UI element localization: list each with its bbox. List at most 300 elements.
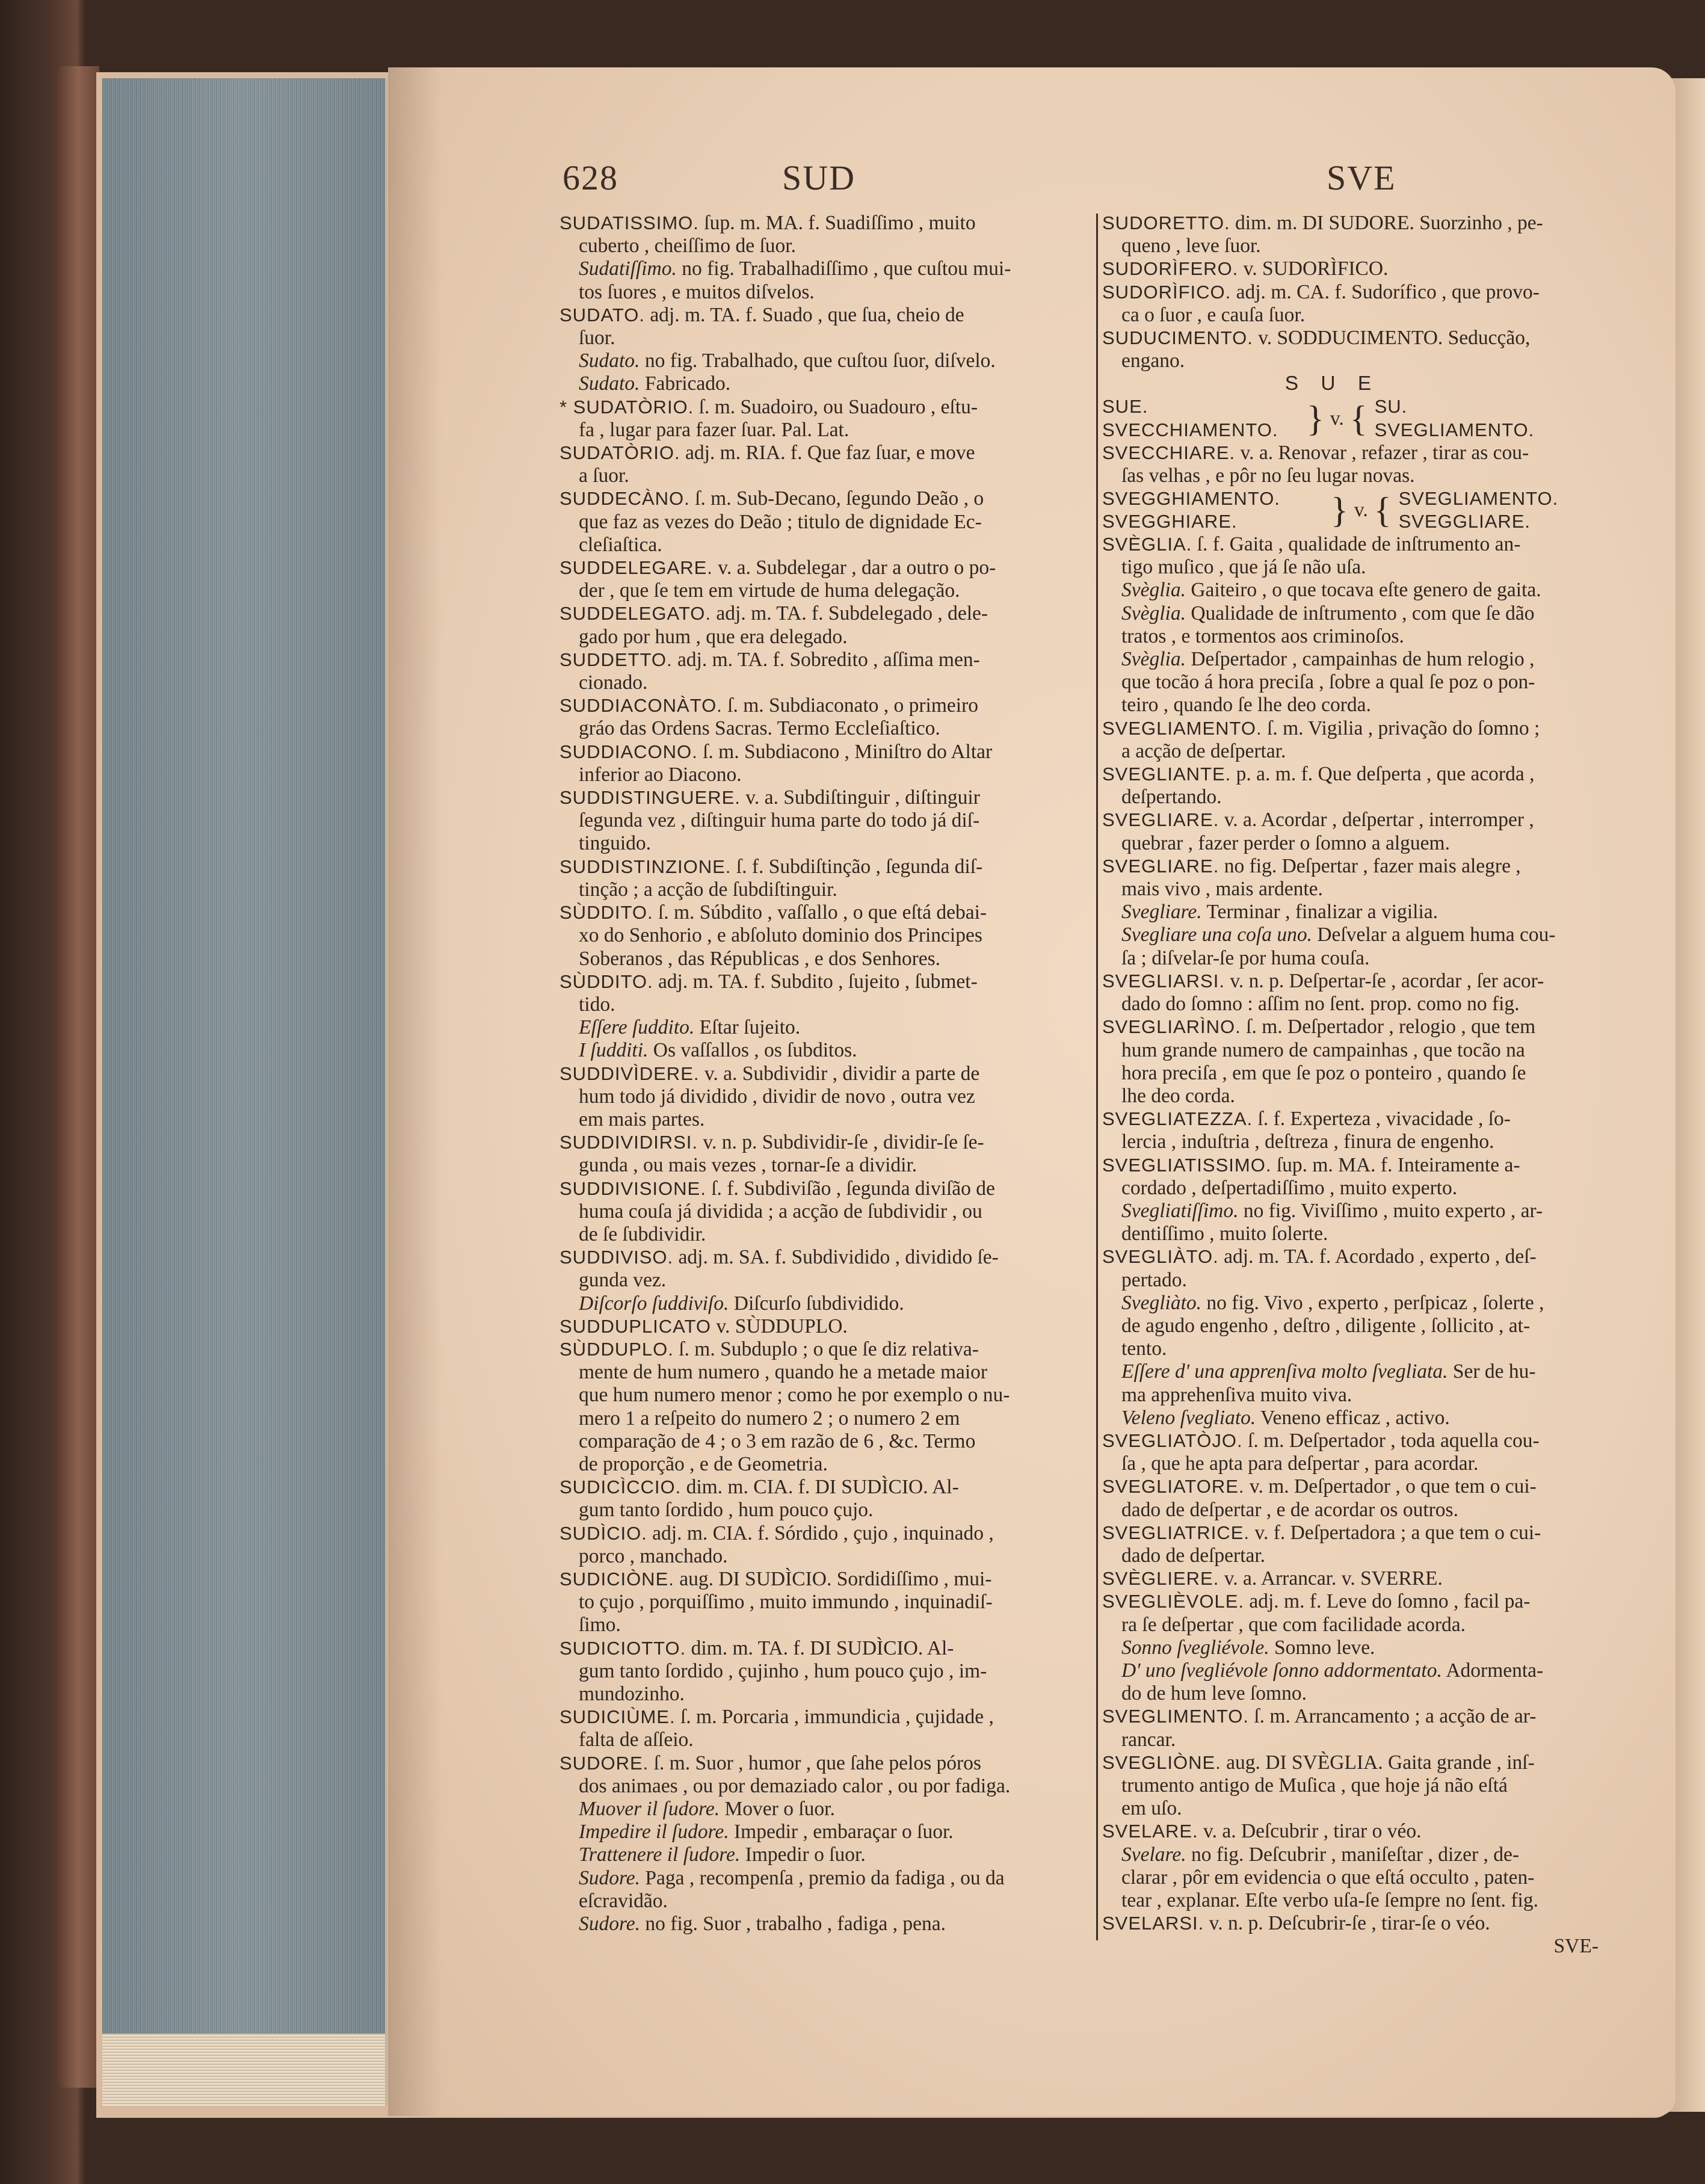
entry-text: Impedir o ſuor. [740,1843,866,1866]
entry-text: cuberto , cheiſſimo de ſuor. [579,235,796,258]
entry-continuation [560,1660,1089,1683]
entry-continuation [1102,832,1611,855]
entry-text: v. a. Renovar , refazer , tirar as cou- [1235,441,1529,464]
entry-headword: SVEGLIATÒJO. [1102,1430,1243,1451]
entry-headword: SVECCHIAMENTO. [1102,419,1278,440]
entry-line [1102,281,1611,304]
entry-text: no fig. Vivo , experto , perſpicaz , ſolerte , [1201,1291,1544,1314]
entry-headword: SUDDIVISO. [560,1247,674,1268]
entry-continuation [1102,1407,1611,1430]
entry-continuation [1102,740,1611,763]
entry-text: no fig. Deſcubrir , maniſeſtar , dizer , de- [1186,1843,1520,1866]
section-heading: S U E [1284,372,1380,395]
entry-continuation [560,763,1089,786]
entry-text: v. n. p. Deſpertar-ſe , acordar , ſer acor- [1224,969,1544,992]
entry-continuation [1102,1659,1611,1682]
entry-line [1102,1245,1611,1268]
entry-headword: SVÈGLIA. [1102,534,1192,555]
page-edges [102,78,387,2106]
entry-line [1102,1522,1611,1544]
entry-text: Os vaſſallos , os ſubditos. [648,1039,857,1062]
entry-continuation [560,235,1089,258]
entry-continuation [1102,1682,1611,1705]
entry-continuation [560,1453,1089,1476]
entry-text: em mais partes. [579,1108,705,1131]
entry-phrase: Svèglia. [1121,579,1186,602]
entry-headword: SU. [1374,396,1408,418]
entry-text: v. f. Deſpertadora ; a que tem o cui- [1250,1521,1541,1544]
entry-text: v. a. Subdelegar , dar a outro o po- [712,557,996,579]
entry-text: cionado. [579,671,648,694]
entry-text: ſ. m. Súbdito , vaſſallo , o que eſtá debai- [653,901,987,924]
entry-text: Deſvelar a alguem huma cou- [1312,924,1556,946]
entry-continuation [560,1407,1089,1430]
brace-glyph: } [1331,490,1348,531]
entry-text: v. n. p. Subdividir-ſe , dividir-ſe ſe- [698,1131,984,1154]
entry-text: Somno leve. [1269,1636,1375,1659]
entry-headword: SUDDELEGARE. [560,557,713,579]
entry-continuation [560,281,1089,304]
page-edges-bottom [102,2034,385,2106]
entry-continuation [1102,464,1611,487]
entry-line [1102,1430,1611,1452]
entry-text: cleſiaſtica. [579,533,662,556]
entry-phrase: Svegliàto. [1121,1291,1202,1314]
entry-text: dim. m. TA. f. DI SUDÌCIO. Al- [686,1636,954,1659]
entry-line [1102,212,1611,235]
entry-continuation [1102,1384,1611,1407]
entry-headword: SUDATÒRIO. [560,442,680,464]
entry-text: tigo muſico , que já ſe não uſa. [1121,556,1366,579]
entry-line [1102,1154,1611,1177]
entry-phrase: Muover il ſudore. [579,1798,720,1821]
entry-headword: SVEGLIARE. [1102,809,1219,831]
entry-phrase: Eſſere ſuddito. [579,1016,695,1039]
entry-headword: SVEGLIAMENTO. [1102,717,1262,739]
cross-reference-group [1102,396,1611,442]
entry-headword: SUE. [1102,396,1148,418]
right-running-head: SVE [1327,158,1396,197]
entry-text: v. a. Deſcubrir , tirar o véo. [1198,1820,1422,1843]
entry-text: que hum numero menor ; como he por exemplo o nu- [579,1384,1010,1407]
entry-continuation [560,1545,1089,1568]
entry-line [1102,533,1611,556]
entry-headword: SVEGLIAMENTO. [1398,487,1559,509]
entry-text: p. a. m. f. Que deſperta , que acorda , [1231,763,1535,786]
entry-text: porco , manchado. [579,1544,728,1567]
entry-text: tratos , e tormentos aos criminoſos. [1121,625,1404,647]
entry-text: ſ. f. Subdiſtinção , ſegunda diſ- [731,855,983,878]
entry-phrase: Svelare. [1121,1843,1186,1866]
entry-text: gum tanto ſordido , çujinho , hum pouco çujo , im- [579,1659,987,1682]
entry-text: dado de deſpertar. [1121,1544,1266,1567]
entry-text: v. a. Subdiſtinguir , diſtinguir [740,786,980,809]
entry-line [1102,970,1611,993]
entry-headword: SUDICIÒNE. [560,1568,674,1590]
entry-text: ſuor. [579,327,615,350]
entry-text: ca o ſuor , e cauſa ſuor. [1121,303,1306,326]
entry-text: Eſtar ſujeito. [694,1016,801,1039]
entry-headword: SUDDIVISIONE. [560,1177,706,1199]
entry-headword: SVEGLIAMENTO. [1374,419,1535,440]
entry-headword: SVELARE. [1102,1821,1198,1842]
entry-text: gum tanto ſordido , hum pouco çujo. [579,1499,874,1522]
entry-continuation [1102,1131,1611,1153]
entry-phrase: Sonno ſvegliévole. [1121,1636,1269,1659]
entry-line [560,1177,1089,1200]
entry-text: ſa , que he apta para deſpertar , para acordar. [1121,1452,1479,1475]
column-rule [1096,214,1098,1940]
entry-headword: SUDICIÙME. [560,1706,676,1728]
entry-text: no fig. Deſpertar , fazer mais alegre , [1219,854,1521,877]
entry-text: fa , lugar para fazer ſuar. Pal. Lat. [579,418,849,441]
entry-text: rancar. [1121,1728,1176,1751]
entry-line [560,649,1089,671]
entry-text: ſ. m. Deſpertador , toda aquella cou- [1242,1429,1540,1452]
entry-headword: SVEGGHIARE. [1102,511,1238,532]
entry-continuation [560,350,1089,372]
entry-continuation [560,1890,1089,1913]
entry-text: pertado. [1121,1268,1187,1291]
entry-continuation [1102,1085,1611,1108]
entry-text: dentiſſimo , muito ſolerte. [1121,1223,1328,1245]
entry-text: Veneno efficaz , activo. [1256,1406,1450,1429]
entry-text: de agudo engenho , deſtro , diligente , ſollicito , at- [1121,1314,1531,1337]
entry-continuation [560,1154,1089,1177]
entry-phrase: Veleno ſvegliato. [1121,1406,1256,1429]
entry-text: comparação de 4 ; o 3 em razão de 6 , &c. Termo [579,1430,976,1452]
entry-continuation [1102,1315,1611,1337]
entry-continuation [1102,1866,1611,1889]
entry-phrase: Impedire il ſudore. [579,1821,729,1843]
left-running-head: SUD [782,158,856,197]
entry-line [560,741,1089,763]
entry-headword: SVEGLIARSI. [1102,970,1225,992]
entry-phrase: Sudato. [579,372,640,395]
entry-text: que tocão á hora preciſa , ſobre a qual ſe poz o pon- [1121,671,1535,694]
entry-line [1102,327,1611,350]
entry-continuation [1102,1452,1611,1475]
entry-continuation [1102,1636,1611,1659]
entry-text: hum grande numero de campainhas , que tocão na [1121,1038,1525,1061]
entry-headword: SUDORE. [560,1752,649,1774]
entry-line [560,1338,1089,1361]
entry-headword: SUDDIVÌDERE. [560,1063,700,1084]
entry-text: adj. m. TA. f. Sobredito , aſſima men- [672,648,980,671]
entry-headword: SVEGLIATORE. [1102,1476,1245,1498]
entry-continuation [560,1108,1089,1131]
entry-text: ſ. m. Arrancamento ; a acção de ar- [1249,1705,1537,1728]
entry-continuation [560,717,1089,740]
entry-line [1102,1016,1611,1038]
entry-text: ſimo. [579,1614,621,1636]
entry-text: v. SUDORÌFICO. [1238,258,1389,280]
entry-line [560,786,1089,809]
brace-glyph: { [1374,490,1392,531]
entry-text: v. SODDUCIMENTO. Seducção, [1253,327,1531,350]
left-column [560,212,1089,1936]
cross-ref-label: v. [1354,498,1368,521]
entry-continuation [1102,786,1611,809]
entry-text: ſup. m. MA. f. Suadiſſimo , muito [698,212,976,234]
entry-continuation [560,1821,1089,1843]
entry-text: adj. m. CA. f. Sudorífico , que provo- [1231,280,1540,303]
entry-text: Ser de hu- [1448,1360,1536,1383]
book-cover-edge [57,66,99,2088]
entry-headword: SUDICIOTTO. [560,1637,686,1659]
entry-line [1102,442,1611,464]
entry-headword: SUDORÌFERO. [1102,258,1239,280]
entry-continuation [1102,901,1611,924]
entry-text: dado de deſpertar , e de acordar os outros. [1121,1498,1458,1521]
entry-line [1102,1751,1611,1774]
entry-text: hora preciſa , em que ſe poz o ponteiro , quando ſe [1121,1061,1526,1084]
entry-continuation [560,534,1089,557]
entry-continuation [1102,625,1611,648]
entry-continuation [1102,1062,1611,1085]
entry-line [1102,1590,1611,1613]
entry-continuation [560,626,1089,649]
entry-headword: SUDDIACONÀTO. [560,695,723,717]
entry-text: dos animaes , ou por demaziado calor , ou por fadiga. [579,1774,1011,1797]
entry-text: ra ſe deſpertar , que com facilidade acorda. [1121,1613,1466,1636]
entry-text: Diſcurſo ſubdividido. [729,1292,904,1315]
entry-continuation [560,1384,1089,1407]
entry-continuation [560,579,1089,602]
entry-continuation [1102,671,1611,694]
brace-glyph: { [1349,398,1367,439]
entry-phrase: Eſſere d' una apprenſiva molto ſvegliata. [1121,1360,1448,1383]
entry-headword: SVEGLIARE. [1102,855,1219,877]
entry-continuation [1102,1360,1611,1383]
entry-text: ſ. f. Experteza , vivacidade , ſo- [1253,1108,1511,1131]
entry-continuation [1102,1292,1611,1315]
entry-text: Soberanos , das Républicas , e dos Senhores. [579,947,941,970]
entry-text: tos ſuores , e muitos diſvelos. [579,280,815,303]
entry-continuation [1102,1499,1611,1522]
entry-continuation [1102,1039,1611,1062]
entry-line [560,1522,1089,1545]
entry-continuation [1102,924,1611,946]
entry-line [1102,717,1611,740]
entry-text: v. SÙDDUPLO. [711,1315,848,1337]
entry-text: teiro , quando ſe lhe deo corda. [1121,694,1371,717]
entry-headword: SVEGLIATEZZA. [1102,1108,1253,1130]
entry-headword: SVECCHIARE. [1102,442,1236,463]
entry-text: Impedir , embaraçar o ſuor. [729,1821,954,1843]
entry-text: aug. DI SVÈGLIA. Gaita grande , inſ- [1221,1751,1535,1774]
entry-continuation [1102,1889,1611,1912]
page-number: 628 [563,158,618,197]
entry-text: no fig. Viviſſimo , muito experto , ar- [1238,1199,1543,1222]
entry-text: tinção ; a acção de ſubdiſtinguir. [579,878,837,901]
entry-text: adj. m. SA. f. Subdividido , dividido ſe- [673,1246,999,1269]
entry-text: clarar , pôr em evidencia o que eſtá occulto , paten- [1121,1866,1535,1889]
entry-line [560,304,1089,327]
entry-phrase: Svèglia. [1121,648,1186,671]
entry-line [560,487,1089,510]
entry-continuation [1102,993,1611,1016]
entry-headword: SUDORETTO. [1102,212,1230,233]
entry-continuation [560,1292,1089,1315]
entry-text: no fig. Trabalhado, que cuſtou ſuor, diſvelo. [640,350,996,372]
entry-line [560,557,1089,579]
entry-text: gado por hum , que era delegado. [579,625,848,648]
entry-text: de ſe ſubdividir. [579,1223,706,1245]
entry-text: queno , leve ſuor. [1121,235,1261,258]
entry-line [560,901,1089,924]
entry-text: ſ. f. Gaita , qualidade de inſtrumento an- [1192,533,1521,556]
entry-line [560,1752,1089,1775]
entry-continuation [560,1798,1089,1821]
entry-continuation [560,809,1089,832]
entry-line [1102,855,1611,878]
entry-line [560,1476,1089,1499]
entry-line [560,1568,1089,1591]
entry-text: quebrar , fazer perder o ſomno a alguem. [1121,831,1450,854]
entry-text: falta de aſſeio. [579,1729,694,1751]
entry-phrase: Svèglia. [1121,602,1186,625]
entry-continuation [1102,350,1611,372]
entry-text: Gaiteiro , o que tocava eſte genero de gaita. [1185,579,1541,602]
entry-text: ſ. m. Suadoiro, ou Suadouro , eſtu- [694,395,978,418]
entry-line [1102,258,1611,280]
entry-headword: SUDDIACONO. [560,741,698,762]
entry-text: do de hum leve ſomno. [1121,1682,1307,1705]
entry-text: Adormenta- [1441,1659,1544,1682]
entry-text: aug. DI SUDÌCIO. Sordidiſſimo , mui- [674,1567,992,1590]
entry-continuation [560,1683,1089,1706]
entry-continuation [1102,1797,1611,1820]
entry-line [560,1637,1089,1660]
entry-text: v. n. p. Deſcubrir-ſe , tirar-ſe o véo. [1204,1912,1490,1935]
right-column [1102,212,1611,1958]
entry-text: v. a. Arrancar. v. SVERRE. [1219,1567,1443,1590]
entry-phrase: I ſudditi. [579,1039,649,1062]
entry-line [1102,1912,1611,1935]
entry-text: ſ. m. Vigilia , privação do ſomno ; [1262,717,1540,739]
entry-text: lercia , induſtria , deſtreza , finura de engenho. [1121,1131,1494,1153]
entry-headword: SUDÌCIO. [560,1522,647,1544]
entry-text: mero 1 a reſpeito do numero 2 ; o numero 2 em [579,1407,960,1430]
entry-continuation [560,993,1089,1016]
entry-phrase: Svegliatiſſimo. [1121,1199,1239,1222]
entry-headword: SVEGLIÒNE. [1102,1751,1221,1773]
entry-continuation [560,464,1089,487]
entry-headword: SVEGGLIARE. [1398,511,1531,532]
entry-headword: SÙDDITO. [560,970,653,992]
entry-headword: SVEGLIÈVOLE. [1102,1591,1244,1612]
entry-continuation [560,1591,1089,1614]
entry-text: v. a. Subdividir , dividir a parte de [699,1062,980,1085]
entry-headword: SUDDETTO. [560,649,673,670]
entry-headword: SUDATO. [560,304,645,325]
cross-ref-label: v. [1330,407,1344,430]
entry-continuation [560,511,1089,534]
entry-continuation [560,1085,1089,1108]
entry-headword: SVEGLIATISSIMO. [1102,1154,1272,1176]
entry-headword: SVEGLIATRICE. [1102,1522,1250,1543]
entry-text: adj. m. CIA. f. Sórdido , çujo , inquinado , [647,1522,994,1544]
entry-headword: * SUDATÒRIO. [560,396,694,418]
entry-continuation [1102,1729,1611,1751]
entry-headword: SVEGLIANTE. [1102,763,1232,785]
entry-line [560,1315,1089,1338]
entry-continuation [1102,648,1611,671]
entry-headword: SUDDIVIDIRSI. [560,1132,698,1153]
entry-text: ſ. m. Subdiacono , Miniſtro do Altar [697,740,993,763]
entry-continuation [560,1867,1089,1890]
entry-continuation [560,1775,1089,1798]
entry-text: dim. m. CIA. f. DI SUDÌCIO. Al- [681,1476,959,1499]
entry-continuation [1102,579,1611,602]
entry-text: to çujo , porquiſſimo , muito immundo , inquinadiſ- [579,1591,993,1614]
entry-text: inferior ao Diacono. [579,763,742,786]
entry-text: mundozinho. [579,1683,685,1705]
entry-headword: SUDUCIMENTO. [1102,327,1253,349]
entry-line [1102,1475,1611,1498]
entry-continuation [1102,1200,1611,1223]
gutter-shadow [388,67,442,2116]
entry-continuation [1102,1223,1611,1245]
entry-text: ſa ; diſvelar-ſe por huma couſa. [1121,946,1370,969]
entry-headword: SVEGLIÀTO. [1102,1246,1219,1268]
entry-continuation [560,1200,1089,1223]
entry-continuation [560,671,1089,694]
entry-text: hum todo já dividido , dividir de novo , outra vez [579,1085,975,1108]
entry-continuation [1102,1614,1611,1636]
entry-text: ſ. m. Deſpertador , relogio , que tem [1241,1016,1536,1038]
entry-continuation [1102,556,1611,579]
entry-text: ſ. m. Porcaria , immundicia , çujidade , [675,1706,994,1729]
entry-continuation [1102,1843,1611,1866]
entry-text: trumento antigo de Muſica , que hoje já não eſtá [1121,1774,1508,1797]
entry-line [1102,809,1611,831]
entry-text: xo do Senhorio , e abſoluto dominio dos Principes [579,924,982,947]
entry-continuation [560,924,1089,947]
entry-text: tinguido. [579,832,652,855]
entry-continuation [560,1361,1089,1384]
entry-continuation [1102,304,1611,327]
entry-headword: SUDORÌFICO. [1102,281,1232,303]
entry-phrase: Svegliare. [1121,901,1202,924]
entry-continuation [1102,1337,1611,1360]
entry-phrase: Sudato. [579,350,640,372]
entry-headword: SUDICÌCCIO. [560,1476,682,1498]
entry-text: gunda vez. [579,1269,667,1292]
entry-continuation [560,1499,1089,1522]
entry-text: Paga , recompenſa , premio da fadiga , ou da [640,1866,1005,1889]
entry-text: der , que ſe tem em virtude de huma delegação. [579,579,960,602]
entry-text: ſup. m. MA. f. Inteiramente a- [1271,1153,1520,1176]
entry-continuation [560,948,1089,970]
catchword: SVE- [1553,1935,1599,1958]
entry-text: adj. m. f. Leve do ſomno , facil pa- [1244,1590,1531,1613]
entry-text: ſ. m. Suor , humor , que ſahe pelos póros [649,1751,981,1774]
entry-continuation [560,1843,1089,1866]
entry-text: a acção de deſpertar. [1121,739,1286,762]
entry-text: de proporção , e de Geometria. [579,1452,828,1475]
entry-text: adj. m. TA. f. Subdito , ſujeito , ſubmet- [653,970,978,993]
entry-phrase: Sudore. [579,1866,641,1889]
entry-text: Deſpertador , campainhas de hum relogio , [1185,648,1535,671]
entry-headword: SUDDECÀNO. [560,488,690,510]
entry-headword: SÙDDITO. [560,902,653,924]
entry-text: dim. m. DI SUDORE. Suorzinho , pe- [1230,212,1543,234]
entry-text: Fabricado. [640,372,731,395]
entry-line [560,694,1089,717]
entry-text: mais vivo , mais ardente. [1121,878,1323,901]
